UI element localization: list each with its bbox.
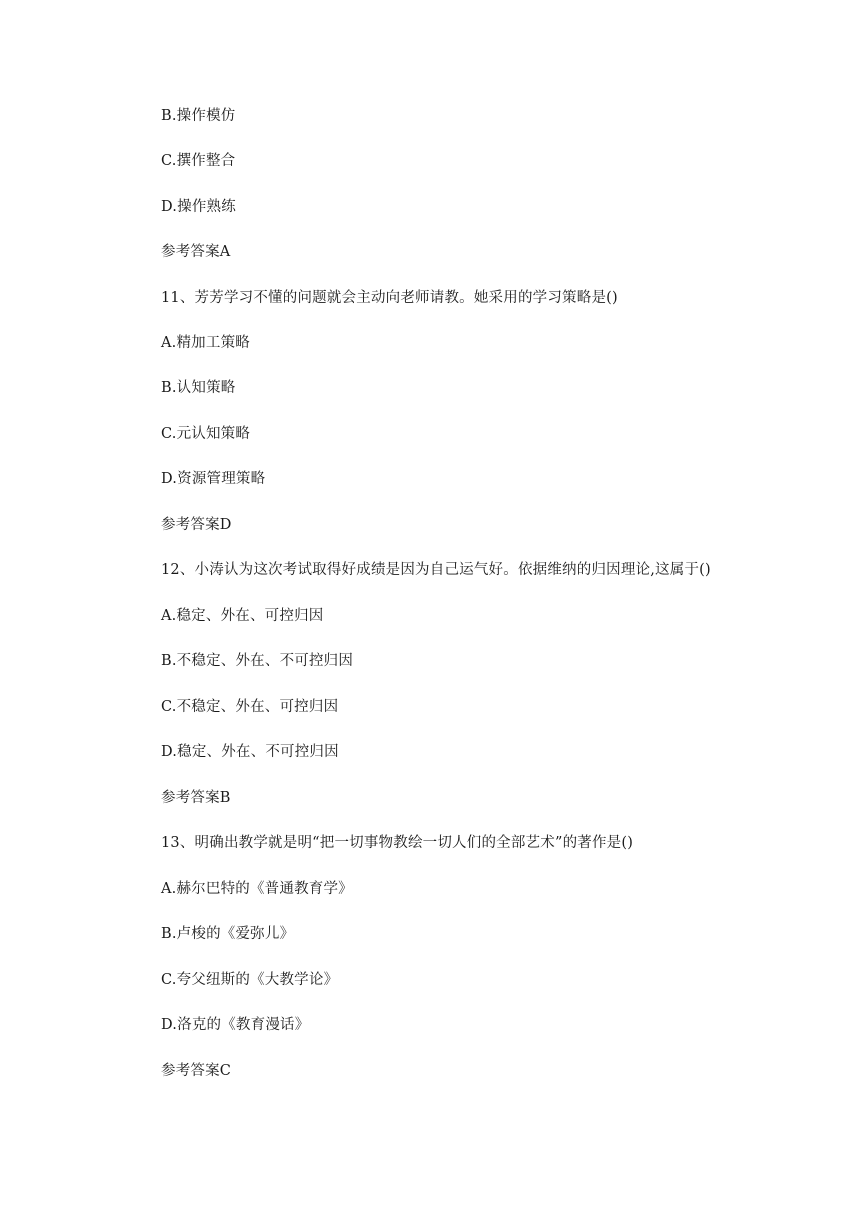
answer-q13: 参考答案C [161, 1063, 232, 1079]
answer-q11: 参考答案D [161, 517, 232, 533]
option-b-q13: B.卢梭的《爱弥儿》 [161, 926, 295, 942]
option-b-q12: B.不稳定、外在、不可控归因 [161, 653, 354, 669]
option-d-q12: D.稳定、外在、不可控归因 [161, 744, 339, 760]
option-a-q11: A.精加工策略 [161, 335, 250, 351]
option-d-q11: D.资源管理策略 [161, 471, 266, 487]
option-b-q10: B.操作模仿 [161, 108, 236, 124]
option-c-q12: C.不稳定、外在、可控归因 [161, 699, 339, 715]
option-a-q13: A.赫尔巴特的《普通教育学》 [161, 881, 353, 897]
option-d-q13: D.洛克的《教育漫话》 [161, 1017, 310, 1033]
option-a-q12: A.稳定、外在、可控归因 [161, 608, 324, 624]
answer-q10: 参考答案A [161, 244, 231, 260]
option-c-q11: C.元认知策略 [161, 426, 251, 442]
question-12: 12、小涛认为这次考试取得好成绩是因为自己运气好。依据维纳的归因理论,这属于() [161, 562, 711, 578]
answer-q12: 参考答案B [161, 790, 231, 806]
option-c-q10: C.撰作整合 [161, 153, 236, 169]
question-11: 11、芳芳学习不懂的问题就会主动向老师请教。她采用的学习策略是() [161, 290, 618, 306]
option-d-q10: D.操作熟练 [161, 199, 236, 215]
option-c-q13: C.夸父纽斯的《大教学论》 [161, 972, 339, 988]
question-13: 13、明确出教学就是明“把一切事物教绘一切人们的全部艺术”的著作是() [161, 835, 634, 851]
option-b-q11: B.认知策略 [161, 380, 236, 396]
